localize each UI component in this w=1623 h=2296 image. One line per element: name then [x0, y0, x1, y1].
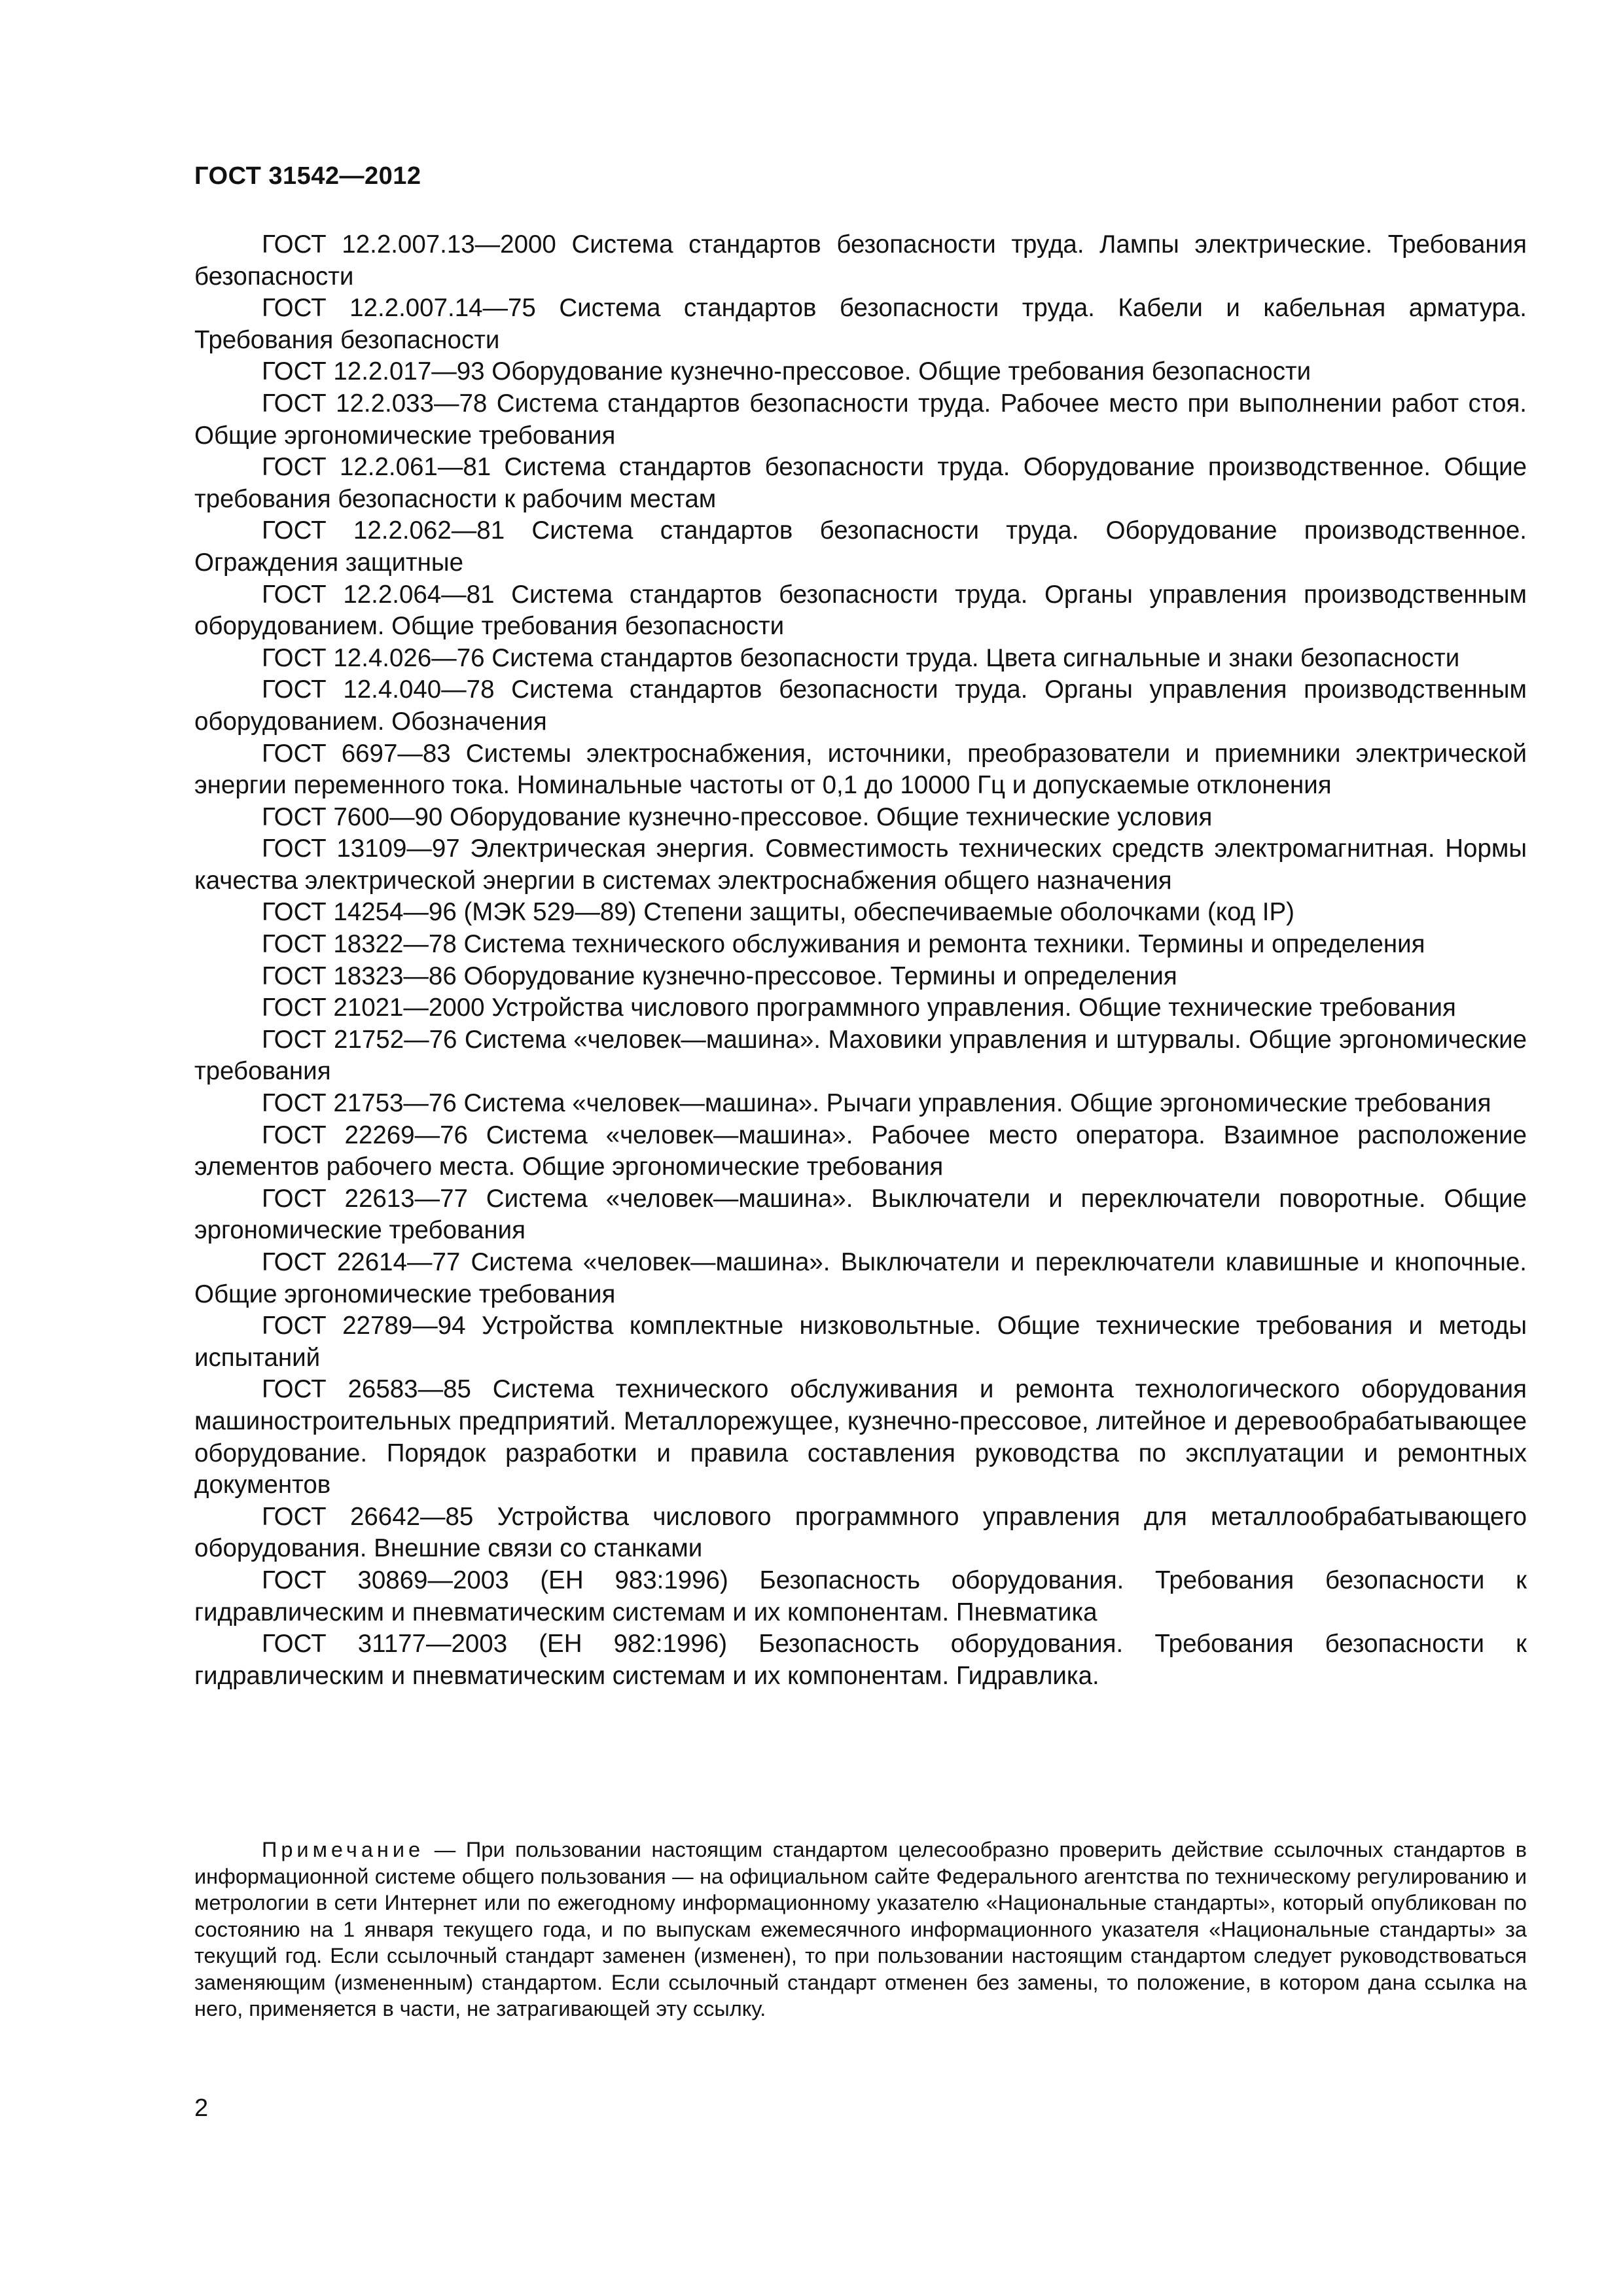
reference-code: ГОСТ 7600—90 [262, 802, 443, 831]
reference-entry [194, 1628, 1527, 1692]
reference-entry [194, 1088, 1527, 1120]
reference-title: Система стандартов безопасности труда. Органы управления производственным оборудованием. Обозначения [194, 675, 1527, 736]
reference-code: ГОСТ 18322—78 [262, 930, 457, 959]
reference-entry [194, 356, 1527, 388]
reference-entry [194, 1501, 1527, 1565]
reference-entry [194, 515, 1527, 579]
reference-entry [194, 929, 1527, 961]
reference-title: Система стандартов безопасности труда. Лампы электрические. Требования безопасности [194, 230, 1527, 291]
reference-code: ГОСТ 22613—77 [262, 1184, 468, 1213]
reference-entry [194, 643, 1527, 675]
reference-code: ГОСТ 13109—97 [262, 834, 460, 863]
reference-title: (ЕН 982:1996) Безопасность оборудования. Требования безопасности к гидравлическим и пневматическим системам и их компонентам. Гидравлика. [194, 1630, 1527, 1690]
reference-entry [194, 802, 1527, 834]
reference-entry [194, 674, 1527, 738]
reference-code: ГОСТ 12.4.040—78 [262, 675, 495, 704]
reference-title: Система технического обслуживания и ремонта технологического оборудования машиностроительных предприятий. Металлорежущее, кузнечно-прессовое, литейное и деревообрабатывающее оборудование. Порядок разработки и правила составления руководства по эксплуатации и ремонтных документов [194, 1375, 1527, 1499]
reference-title: Система стандартов безопасности труда. Цвета сигнальные и знаки безопасности [491, 643, 1460, 672]
reference-title: (ЕН 983:1996) Безопасность оборудования. Требования безопасности к гидравлическим и пневматическим системам и их компонентам. Пневматика [194, 1566, 1527, 1626]
reference-entry [194, 579, 1527, 643]
reference-entry [194, 1310, 1527, 1374]
reference-title: Устройства комплектные низковольтные. Общие технические требования и методы испытаний [194, 1312, 1527, 1372]
reference-code: ГОСТ 30869—2003 [262, 1566, 509, 1594]
reference-code: ГОСТ 6697—83 [262, 739, 451, 768]
reference-title: Система технического обслуживания и ремонта техники. Термины и определения [463, 930, 1425, 959]
reference-title: Система стандартов безопасности труда. Оборудование производственное. Ограждения защитные [194, 516, 1527, 577]
reference-entry [194, 388, 1527, 452]
reference-code: ГОСТ 18323—86 [262, 961, 457, 990]
reference-code: ГОСТ 21752—76 [262, 1025, 457, 1054]
reference-title: Оборудование кузнечно-прессовое. Общие технические условия [450, 802, 1213, 831]
reference-code: ГОСТ 12.4.026—76 [262, 643, 485, 672]
reference-title: Система стандартов безопасности труда. Оборудование производственное. Общие требования безопасности к рабочим местам [194, 453, 1527, 513]
reference-title: Система «человек—машина». Рабочее место оператора. Взаимное расположение элементов рабочего места. Общие эргономические требования [194, 1121, 1527, 1181]
reference-code: ГОСТ 22789—94 [262, 1312, 466, 1340]
reference-entry [194, 1565, 1527, 1628]
reference-entry [194, 897, 1527, 929]
reference-code: ГОСТ 12.2.017—93 [262, 357, 485, 386]
page-number: 2 [194, 2094, 209, 2122]
reference-entry [194, 229, 1527, 293]
reference-code: ГОСТ 12.2.064—81 [262, 580, 495, 609]
reference-title: Устройства числового программного управления для металлообрабатывающего оборудования. Внешние связи со станками [194, 1502, 1527, 1563]
reference-title: Система стандартов безопасности труда. Кабели и кабельная арматура. Требования безопасности [194, 294, 1527, 354]
reference-entry [194, 1183, 1527, 1247]
reference-code: ГОСТ 26642—85 [262, 1502, 474, 1531]
reference-code: ГОСТ 12.2.033—78 [262, 389, 488, 418]
reference-title: Система «человек—машина». Маховики управления и штурвалы. Общие эргономические требования [194, 1025, 1527, 1086]
document-header: ГОСТ 31542—2012 [194, 162, 421, 190]
reference-title: Системы электроснабжения, источники, преобразователи и приемники электрической энергии переменного тока. Номинальные частоты от 0,1 до 10000 Гц и допускаемые отклонения [194, 739, 1527, 800]
reference-title: (МЭК 529—89) Степени защиты, обеспечиваемые оболочками (код IP) [463, 898, 1294, 927]
reference-code: ГОСТ 14254—96 [262, 898, 457, 927]
reference-code: ГОСТ 12.2.007.14—75 [262, 294, 536, 323]
reference-code: ГОСТ 26583—85 [262, 1375, 471, 1404]
reference-title: Система «человек—машина». Выключатели и переключатели клавишные и кнопочные. Общие эргономические требования [194, 1248, 1527, 1308]
reference-title: Оборудование кузнечно-прессовое. Общие требования безопасности [491, 357, 1311, 386]
reference-entry [194, 293, 1527, 356]
reference-entry [194, 1247, 1527, 1310]
reference-title: Система стандартов безопасности труда. Органы управления производственным оборудованием. Общие требования безопасности [194, 580, 1527, 641]
reference-entry [194, 1120, 1527, 1183]
reference-title: Система «человек—машина». Выключатели и переключатели поворотные. Общие эргономические требования [194, 1184, 1527, 1245]
note-label: Примечание [262, 1838, 425, 1861]
normative-references-list [194, 229, 1527, 1692]
reference-entry [194, 738, 1527, 802]
note-paragraph [194, 1837, 1527, 2022]
reference-title: Устройства числового программного управления. Общие технические требования [491, 994, 1456, 1022]
reference-entry [194, 1374, 1527, 1501]
reference-code: ГОСТ 21753—76 [262, 1089, 457, 1118]
reference-code: ГОСТ 21021—2000 [262, 994, 485, 1022]
reference-entry [194, 1024, 1527, 1088]
reference-entry [194, 452, 1527, 515]
reference-entry [194, 833, 1527, 897]
reference-code: ГОСТ 12.2.062—81 [262, 516, 505, 545]
reference-title: Система «человек—машина». Рычаги управления. Общие эргономические требования [463, 1089, 1491, 1118]
note-text: — При пользовании настоящим стандартом целесообразно проверить действие ссылочных стандартов в информационной системе общего пользования — на официальном сайте Федерального агентства по техническому регулированию и метрологии в сети Интернет или по ежегодному информационному указателю «Национальные стандарты», который опубликован по состоянию на 1 января текущего года, и по выпускам ежемесячного информационного указателя «Национальные стандарты» за текущий год. Если ссылочный стандарт заменен (изменен), то при пользовании настоящим стандартом следует руководствоваться заменяющим (измененным) стандартом. Если ссылочный стандарт отменен без замены, то положение, в котором дана ссылка на него, применяется в части, не затрагивающей эту ссылку. [194, 1838, 1527, 2020]
reference-code: ГОСТ 22269—76 [262, 1121, 468, 1149]
reference-code: ГОСТ 22614—77 [262, 1248, 461, 1276]
reference-title: Система стандартов безопасности труда. Рабочее место при выполнении работ стоя. Общие эргономические требования [194, 389, 1527, 450]
reference-title: Электрическая энергия. Совместимость технических средств электромагнитная. Нормы качества электрической энергии в системах электроснабжения общего назначения [194, 834, 1527, 895]
reference-code: ГОСТ 12.2.007.13—2000 [262, 230, 556, 259]
reference-title: Оборудование кузнечно-прессовое. Термины и определения [463, 961, 1177, 990]
reference-entry [194, 961, 1527, 993]
reference-code: ГОСТ 12.2.061—81 [262, 453, 491, 482]
reference-entry [194, 992, 1527, 1024]
reference-code: ГОСТ 31177—2003 [262, 1630, 508, 1659]
